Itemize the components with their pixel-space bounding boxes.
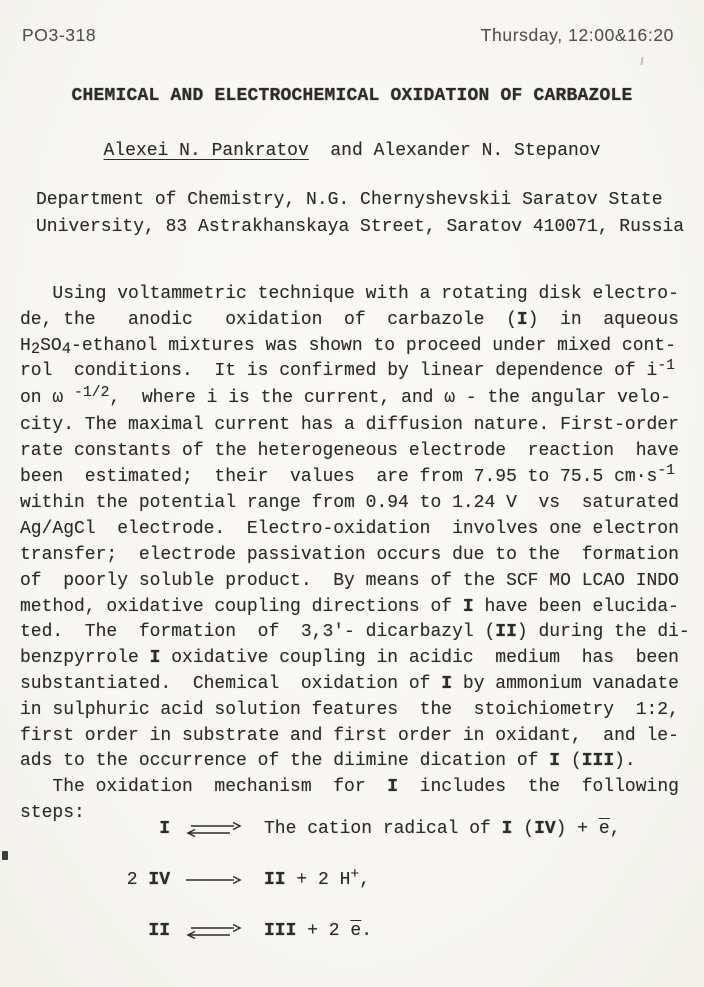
- abstract-body: [20, 282, 690, 827]
- abstract-line: city. The maximal current has a diffusion nature. First-order: [20, 414, 679, 435]
- abstract-line: substantiated. Chemical oxidation of I by ammonium vanadate: [20, 673, 679, 694]
- abstract-line: H2SO4-ethanol mixtures was shown to proceed under mixed cont-: [20, 335, 676, 359]
- right-arrow-icon: [184, 871, 242, 889]
- abstract-line: Ag/AgCl electrode. Electro-oxidation involves one electron: [20, 519, 679, 540]
- reaction-step: [20, 816, 684, 842]
- scan-artifact: [640, 57, 643, 65]
- paper-title: CHEMICAL AND ELECTROCHEMICAL OXIDATION OF CARBAZOLE: [71, 86, 633, 106]
- abstract-line: within the potential range from 0.94 to 1.24 V vs saturated: [20, 493, 679, 514]
- abstract-line: method, oxidative coupling directions of I have been elucida-: [20, 596, 679, 617]
- authors-rest: and Alexander N. Stepanov: [308, 141, 601, 161]
- equilibrium-arrow-icon: [184, 922, 242, 940]
- author-presenting: Alexei N. Pankratov: [103, 141, 309, 161]
- abstract-line: of poorly soluble product. By means of the SCF MO LCAO INDO: [20, 570, 679, 591]
- reaction-step: [20, 867, 684, 893]
- abstract-line: The oxidation mechanism for I includes the following: [20, 777, 679, 798]
- abstract-line: on ω -1/2, where i is the current, and ω - the angular velo-: [20, 385, 672, 409]
- affiliation-line: University, 83 Astrakhanskaya Street, Saratov 410071, Russia: [36, 217, 685, 237]
- reaction-scheme: [20, 816, 684, 969]
- abstract-line: in sulphuric acid solution features the stoichiometry 1:2,: [20, 699, 679, 720]
- reaction-lhs: II: [148, 921, 170, 941]
- abstract-line: benzpyrrole I oxidative coupling in acidic medium has been: [20, 648, 679, 669]
- authors-line: [0, 141, 704, 161]
- abstract-line: rol conditions. It is confirmed by linear dependence of i-1: [20, 358, 676, 382]
- reaction-arrow: [184, 922, 242, 940]
- page-header: [22, 25, 674, 46]
- reaction-rhs: III + 2 e.: [264, 921, 373, 941]
- reaction-arrow: [184, 820, 242, 838]
- abstract-line: been estimated; their values are from 7.95 to 75.5 cm·s-1: [20, 463, 676, 487]
- abstract-line: ads to the occurrence of the diimine dication of I (III).: [20, 751, 636, 772]
- abstract-line: transfer; electrode passivation occurs due to the formation: [20, 544, 679, 565]
- session-time: Thursday, 12:00&16:20: [480, 25, 674, 45]
- reaction-lhs: 2 IV: [126, 870, 170, 890]
- paper-code: PO3-318: [22, 25, 97, 45]
- scan-artifact: [2, 851, 8, 860]
- reaction-lhs: I: [159, 819, 170, 839]
- abstract-line: Using voltammetric technique with a rotating disk electro-: [20, 284, 679, 304]
- affiliation-line: Department of Chemistry, N.G. Chernyshevskii Saratov State: [36, 190, 663, 210]
- affiliation: [36, 187, 684, 241]
- abstract-line: de, the anodic oxidation of carbazole (I) in aqueous: [20, 309, 679, 330]
- reaction-rhs: II + 2 H+,: [264, 866, 371, 890]
- abstract-line: first order in substrate and first order in oxidant, and le-: [20, 725, 679, 746]
- reaction-rhs: The cation radical of I (IV) + e,: [264, 819, 621, 839]
- reaction-arrow: [184, 871, 242, 889]
- reaction-step: [20, 918, 684, 944]
- equilibrium-arrow-icon: [184, 820, 242, 838]
- abstract-line: ted. The formation of 3,3'- dicarbazyl (II) during the di-: [20, 622, 690, 643]
- abstract-line: rate constants of the heterogeneous electrode reaction have: [20, 440, 679, 461]
- abstract-line: steps:: [20, 802, 85, 823]
